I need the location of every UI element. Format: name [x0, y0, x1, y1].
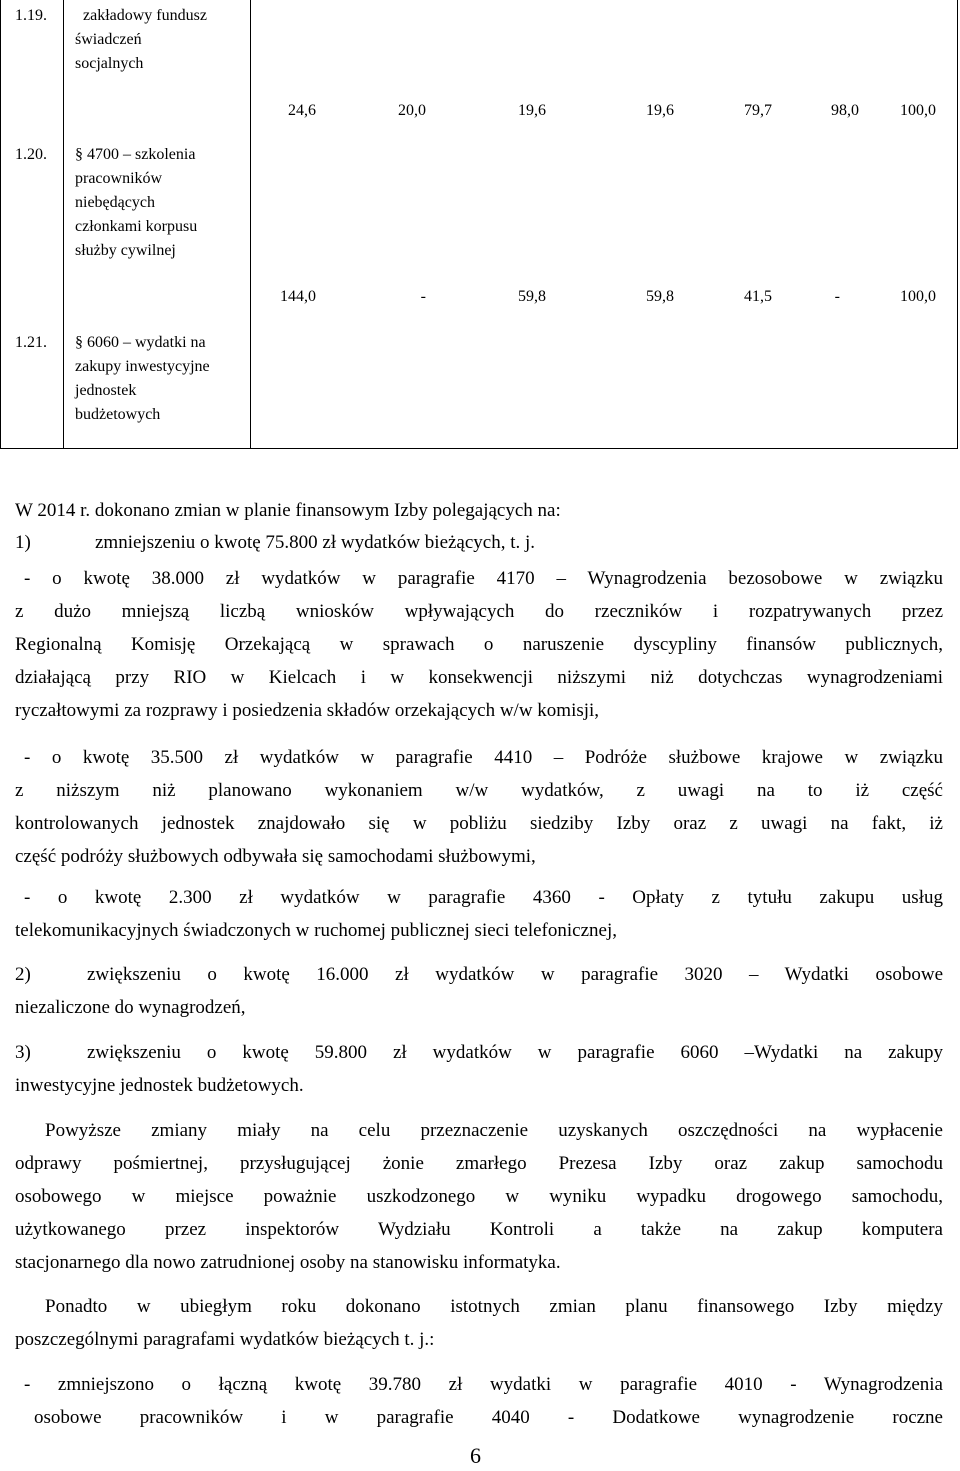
paragraph-reduction-4170	[15, 562, 943, 727]
list-number: 1)	[15, 532, 31, 553]
text-line: odprawy pośmiertnej, przysługującej żonie zmarłego Prezesa Izby oraz zakup samochodu	[15, 1153, 943, 1174]
description-line: służby cywilnej	[75, 242, 176, 259]
value-cell: 24,6	[288, 102, 316, 119]
table-border-bottom	[0, 448, 958, 449]
section-symbol: §	[75, 146, 83, 163]
text-line: inwestycyjne jednostek budżetowych.	[15, 1075, 304, 1096]
value-cell: 19,6	[518, 102, 546, 119]
page-number: 6	[470, 1443, 481, 1468]
text-line: - o kwotę 35.500 zł wydatków w paragrafie 4410 – Podróże służbowe krajowe w związku	[24, 747, 943, 768]
text-line: osobowego w miejsce poważnie uszkodzonego w wyniku wypadku drogowego samochodu,	[15, 1186, 943, 1207]
value-cell: 19,6	[646, 102, 674, 119]
value-cell: 98,0	[831, 102, 859, 119]
text-line: kontrolowanych jednostek znajdowało się w pobliżu siedziby Izby oraz z uwagi na fakt, iż	[15, 813, 943, 834]
paragraph-purpose	[15, 1114, 943, 1279]
row-number: 1.19.	[15, 7, 47, 24]
text-line: z niższym niż planowano wykonaniem w/w wydatków, z uwagi na to iż część	[15, 780, 943, 801]
text-line: zwiększeniu o kwotę 16.000 zł wydatków w paragrafie 3020 – Wydatki osobowe	[87, 964, 943, 985]
budget-table	[0, 0, 958, 449]
value-cell: -	[420, 288, 426, 305]
row-description	[75, 143, 240, 263]
description-line: 6060 – wydatki na	[87, 334, 206, 351]
value-cell: -	[834, 288, 840, 305]
description-line: socjalnych	[75, 55, 144, 72]
text-line: Regionalną Komisję Orzekającą w sprawach o naruszenie dyscypliny finansów publicznych,	[15, 634, 943, 655]
text-line: ryczałtowymi za rozprawy i posiedzenia składów orzekających w/w komisji,	[15, 700, 600, 721]
row-description	[75, 4, 240, 76]
text-line: użytkowanego przez inspektorów Wydziału Kontroli a także na zakup komputera	[15, 1219, 943, 1240]
text-line: osobowe pracowników i w paragrafie 4040 - Dodatkowe wynagrodzenie roczne	[34, 1407, 943, 1428]
description-line: pracowników	[75, 170, 163, 187]
text-line: Ponadto w ubiegłym roku dokonano istotnych zmian planu finansowego Izby między	[45, 1296, 943, 1317]
text-line: stacjonarnego dla nowo zatrudnionej osoby na stanowisku informatyka.	[15, 1252, 561, 1273]
table-column-divider	[63, 0, 64, 449]
list-item-2	[15, 958, 943, 1024]
text-line: - zmniejszono o łączną kwotę 39.780 zł wydatki w paragrafie 4010 - Wynagrodzenia	[24, 1374, 943, 1395]
text-line: część podróży służbowych odbywała się samochodami służbowymi,	[15, 846, 536, 867]
value-cell: 79,7	[744, 102, 772, 119]
text-line: zwiększeniu o kwotę 59.800 zł wydatków w paragrafie 6060 –Wydatki na zakupy	[87, 1042, 943, 1063]
text-line: - o kwotę 2.300 zł wydatków w paragrafie 4360 - Opłaty z tytułu zakupu usług	[24, 887, 943, 908]
value-cell: 59,8	[646, 288, 674, 305]
description-line: 4700 – szkolenia	[87, 146, 196, 163]
description-line: zakładowy fundusz	[83, 7, 207, 24]
description-line: jednostek	[75, 382, 137, 399]
value-cell: 41,5	[744, 288, 772, 305]
text-line: telekomunikacyjnych świadczonych w ruchomej publicznej sieci telefonicznej,	[15, 920, 617, 941]
list-item-3	[15, 1036, 943, 1102]
value-cell: 100,0	[900, 102, 936, 119]
description-line: zakupy inwestycyjne	[75, 358, 210, 375]
row-description	[75, 331, 240, 427]
paragraph-further-changes	[15, 1290, 943, 1356]
text-line: z dużo mniejszą liczbą wniosków wpływających do rzeczników i rozpatrywanych przez	[15, 601, 943, 622]
text-line: poszczególnymi paragrafami wydatków bieżących t. j.:	[15, 1329, 435, 1350]
table-border-right	[957, 0, 958, 449]
description-line: budżetowych	[75, 406, 161, 423]
paragraph-reduction-4360	[15, 881, 943, 947]
table-column-divider	[250, 0, 251, 449]
list-number: 2)	[15, 964, 31, 985]
description-line: świadczeń	[75, 31, 142, 48]
text-line: - o kwotę 38.000 zł wydatków w paragrafie 4170 – Wynagrodzenia bezosobowe w związku	[24, 568, 943, 589]
table-border-left	[0, 0, 1, 449]
paragraph-reduction-4410	[15, 741, 943, 873]
list-item-text: zmniejszeniu o kwotę 75.800 zł wydatków bieżących, t. j.	[95, 532, 536, 553]
list-number: 3)	[15, 1042, 31, 1063]
paragraph-reduction-4010	[15, 1368, 943, 1434]
text-line: niezaliczone do wynagrodzeń,	[15, 997, 246, 1018]
value-cell: 20,0	[398, 102, 426, 119]
value-cell: 144,0	[280, 288, 316, 305]
description-line: członkami korpusu	[75, 218, 198, 235]
description-line: niebędących	[75, 194, 155, 211]
text-line: działającą przy RIO w Kielcach i w konsekwencji niższymi niż dotychczas wynagrodzeniami	[15, 667, 943, 688]
section-symbol: §	[75, 334, 83, 351]
intro-line: W 2014 r. dokonano zmian w planie finansowym Izby polegających na:	[15, 500, 561, 521]
value-cell: 59,8	[518, 288, 546, 305]
row-number: 1.20.	[15, 146, 47, 163]
row-number: 1.21.	[15, 334, 47, 351]
text-line: Powyższe zmiany miały na celu przeznaczenie uzyskanych oszczędności na wypłacenie	[45, 1120, 943, 1141]
value-cell: 100,0	[900, 288, 936, 305]
